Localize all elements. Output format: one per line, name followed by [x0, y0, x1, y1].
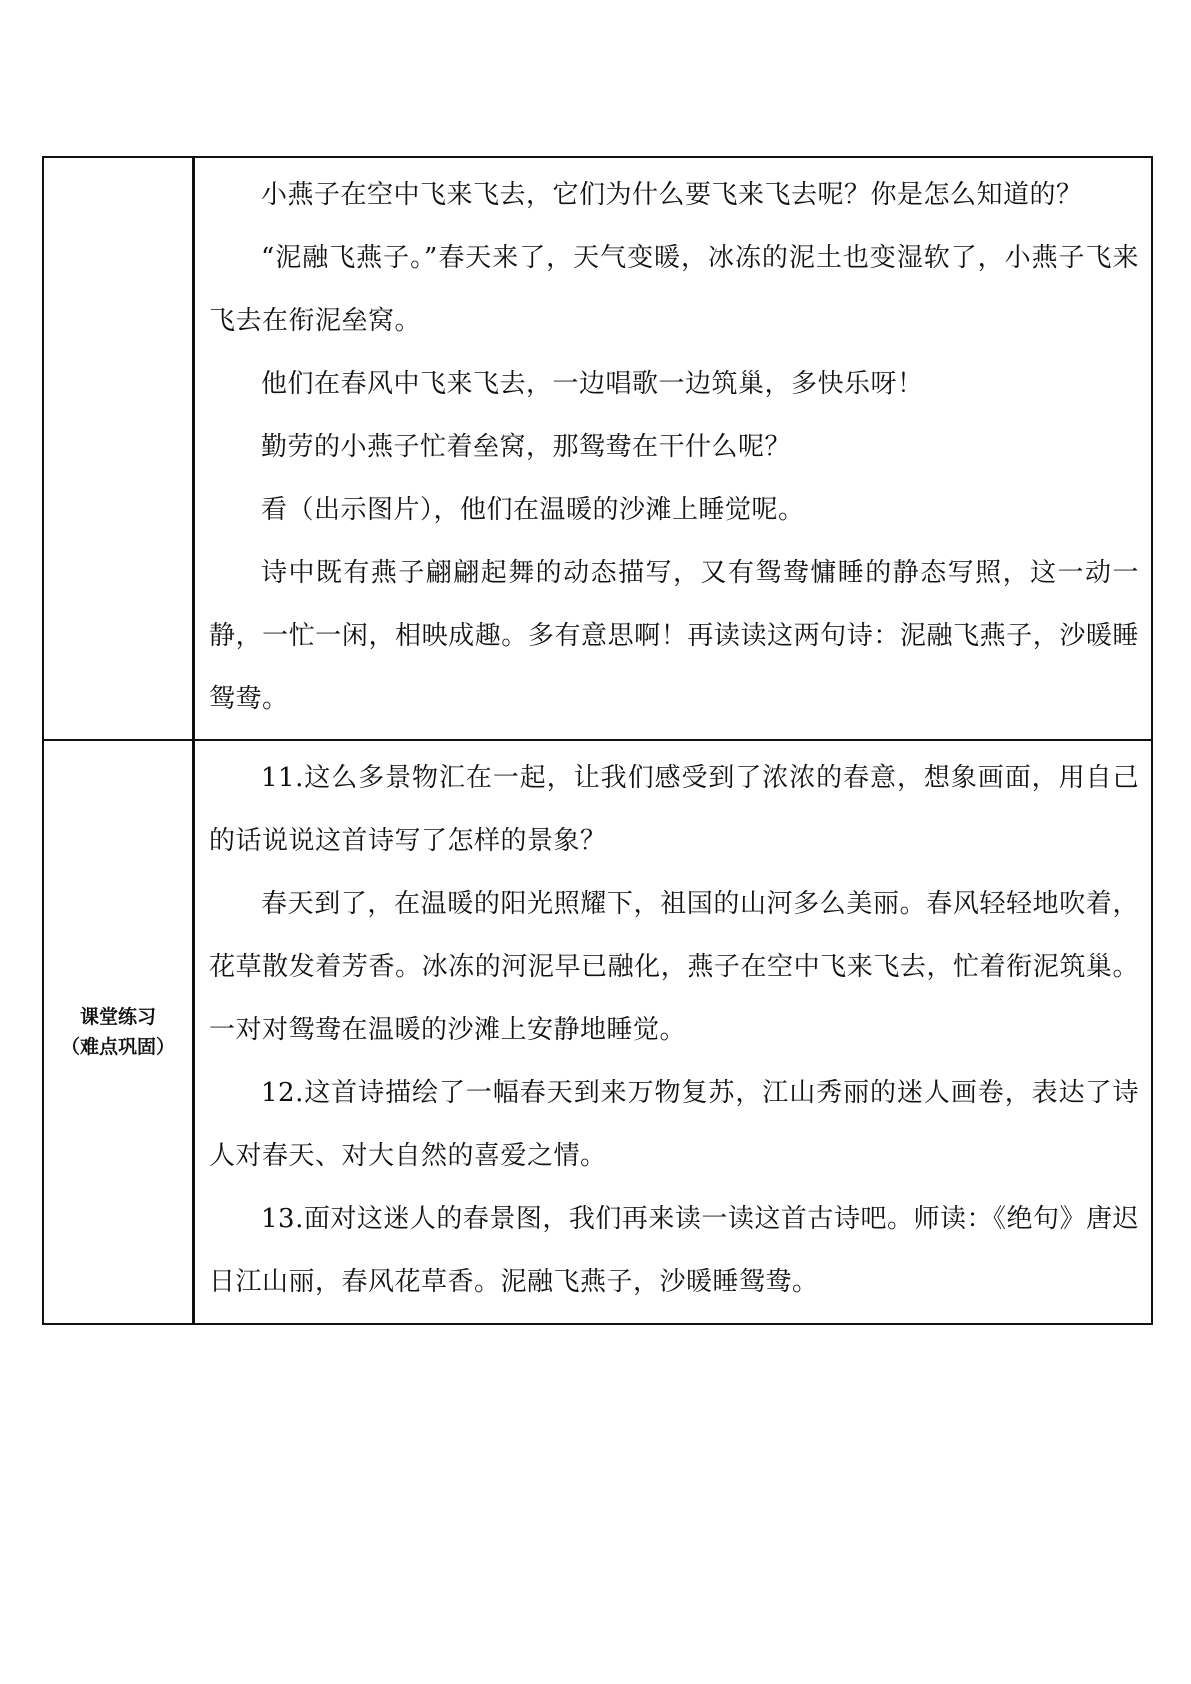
row-label-cell	[43, 157, 194, 740]
table-row	[43, 740, 1152, 1324]
row-label-line: （难点巩固）	[60, 1036, 175, 1058]
row-label-line: 课堂练习	[79, 1006, 156, 1028]
table-row	[43, 157, 1152, 740]
row-label-cell	[43, 740, 194, 1324]
paragraph: 13.面对这迷人的春景图，我们再来读一读这首古诗吧。师读：《绝句》唐迟日江山丽，春风花草香。泥融飞燕子，沙暖睡鸳鸯。	[209, 1204, 1139, 1297]
row-content-cell	[194, 157, 1153, 740]
paragraph: “泥融飞燕子。”春天来了，天气变暖，冰冻的泥土也变湿软了，小燕子飞来飞去在衔泥垒窝。	[209, 243, 1139, 336]
paragraph: 春天到了，在温暖的阳光照耀下，祖国的山河多么美丽。春风轻轻地吹着，花草散发着芳香。冰冻的河泥早已融化，燕子在空中飞来飞去，忙着衔泥筑巢。一对对鸳鸯在温暖的沙滩上安静地睡觉。	[209, 889, 1139, 1045]
paragraph: 他们在春风中飞来飞去，一边唱歌一边筑巢，多快乐呀！	[261, 369, 924, 399]
paragraph: 诗中既有燕子翩翩起舞的动态描写，又有鸳鸯慵睡的静态写照，这一动一静，一忙一闲，相映成趣。多有意思啊！再读读这两句诗：泥融飞燕子，沙暖睡鸳鸯。	[209, 558, 1139, 714]
paragraph: 小燕子在空中飞来飞去，它们为什么要飞来飞去呢？你是怎么知道的？	[261, 180, 1083, 210]
paragraph: 11.这么多景物汇在一起，让我们感受到了浓浓的春意，想象画面，用自己的话说说这首诗写了怎样的景象？	[209, 763, 1139, 856]
paragraph: 看（出示图片），他们在温暖的沙滩上睡觉呢。	[261, 495, 805, 525]
lesson-table	[42, 156, 1153, 1325]
row-content-cell	[194, 740, 1153, 1324]
row-label	[44, 1002, 192, 1062]
paragraph: 勤劳的小燕子忙着垒窝，那鸳鸯在干什么呢？	[261, 432, 792, 462]
paragraph: 12.这首诗描绘了一幅春天到来万物复苏，江山秀丽的迷人画卷，表达了诗人对春天、对大自然的喜爱之情。	[209, 1078, 1139, 1171]
